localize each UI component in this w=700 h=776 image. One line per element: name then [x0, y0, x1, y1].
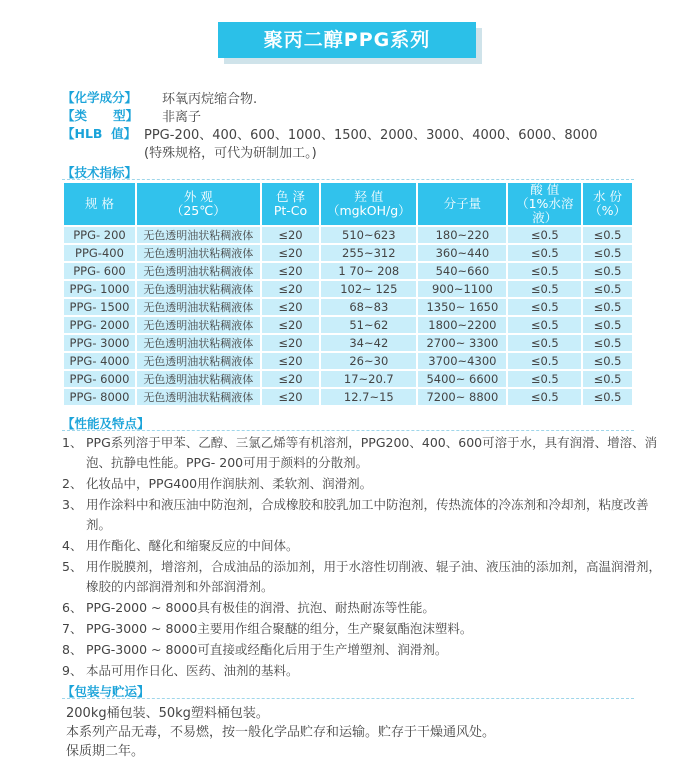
list-item-number: 3、: [62, 497, 83, 512]
table-row: [64, 263, 632, 279]
cell-water: ≤0.5: [583, 227, 632, 243]
cell-mw: 900~1100: [418, 281, 506, 297]
list-item-text: PPG-3000 ~ 8000可直接或经酯化后用于生产增塑剂、润滑剂。: [86, 642, 448, 657]
cell-color: ≤20: [262, 227, 320, 243]
list-item: [62, 640, 662, 660]
page-title: 聚丙二醇PPG系列: [218, 22, 476, 58]
cell-water: ≤0.5: [583, 335, 632, 351]
cell-color: ≤20: [262, 335, 320, 351]
packaging-line-1: 200kg桶包装、50kg塑料桶包装。: [66, 706, 269, 721]
packaging-line-2: 本系列产品无毒，不易燃，按一般化学品贮存和运输。贮存于干燥通风处。: [66, 725, 496, 740]
list-item-text: 用作涂料中和液压油中防泡剂，合成橡胶和胶乳加工中防泡剂，传热流体的冷冻剂和冷却剂，粘度改善剂。: [86, 497, 649, 532]
tech-divider: [62, 179, 634, 180]
cell-mw: 3700~4300: [418, 353, 506, 369]
packaging-divider: [62, 698, 634, 699]
cell-mw: 5400~ 6600: [418, 371, 506, 387]
features-divider: [62, 430, 634, 431]
header-water: 水 份 （%）: [583, 183, 632, 225]
cell-spec: PPG-400: [64, 245, 135, 261]
cell-spec: PPG- 6000: [64, 371, 135, 387]
cell-mw: 540~660: [418, 263, 506, 279]
cell-color: ≤20: [262, 263, 320, 279]
hlb-note: (特殊规格，可代为研制加工。): [144, 146, 317, 161]
composition-value: 环氧丙烷缩合物.: [162, 92, 258, 107]
list-item: [62, 495, 662, 535]
composition-label: 【化学成分】: [62, 90, 138, 105]
list-item-number: 7、: [62, 621, 83, 636]
cell-appearance: 无色透明油状粘稠液体: [137, 371, 260, 387]
cell-acid: ≤0.5: [508, 263, 581, 279]
cell-spec: PPG- 3000: [64, 335, 135, 351]
cell-spec: PPG- 600: [64, 263, 135, 279]
list-item: [62, 557, 662, 597]
cell-hydroxyl: 51~62: [321, 317, 416, 333]
list-item: [62, 536, 662, 556]
table-row: [64, 335, 632, 351]
cell-acid: ≤0.5: [508, 389, 581, 405]
cell-mw: 360~440: [418, 245, 506, 261]
header-appearance: 外 观 （25℃）: [137, 183, 260, 225]
header-spec: 规 格: [64, 183, 135, 225]
cell-appearance: 无色透明油状粘稠液体: [137, 317, 260, 333]
cell-water: ≤0.5: [583, 317, 632, 333]
list-item-text: 用作酯化、醚化和缩聚反应的中间体。: [86, 538, 299, 553]
cell-appearance: 无色透明油状粘稠液体: [137, 263, 260, 279]
cell-acid: ≤0.5: [508, 281, 581, 297]
cell-acid: ≤0.5: [508, 353, 581, 369]
cell-hydroxyl: 102~ 125: [321, 281, 416, 297]
cell-appearance: 无色透明油状粘稠液体: [137, 281, 260, 297]
cell-hydroxyl: 68~83: [321, 299, 416, 315]
list-item-number: 6、: [62, 600, 83, 615]
list-item: [62, 433, 662, 473]
list-item-text: PPG-3000 ~ 8000主要用作组合聚醚的组分，生产聚氨酯泡沫塑料。: [86, 621, 473, 636]
cell-water: ≤0.5: [583, 353, 632, 369]
cell-acid: ≤0.5: [508, 227, 581, 243]
cell-spec: PPG- 200: [64, 227, 135, 243]
cell-water: ≤0.5: [583, 281, 632, 297]
header-color: 色 泽 Pt-Co: [262, 183, 320, 225]
list-item-text: PPG-2000 ~ 8000具有极佳的润滑、抗泡、耐热耐冻等性能。: [86, 600, 435, 615]
spec-table: [62, 181, 634, 407]
cell-mw: 180~220: [418, 227, 506, 243]
cell-spec: PPG- 8000: [64, 389, 135, 405]
header-mw: 分子量: [418, 183, 506, 225]
tech-label: 【技术指标】: [62, 165, 138, 180]
cell-water: ≤0.5: [583, 245, 632, 261]
cell-spec: PPG- 2000: [64, 317, 135, 333]
table-row: [64, 245, 632, 261]
header-acid: 酸 值 （1%水溶液）: [508, 183, 581, 225]
cell-water: ≤0.5: [583, 263, 632, 279]
cell-hydroxyl: 255~312: [321, 245, 416, 261]
cell-mw: 1800~2200: [418, 317, 506, 333]
cell-acid: ≤0.5: [508, 245, 581, 261]
table-row: [64, 299, 632, 315]
cell-acid: ≤0.5: [508, 299, 581, 315]
cell-water: ≤0.5: [583, 371, 632, 387]
hlb-label: 【HLB 值】: [62, 126, 137, 141]
list-item: [62, 598, 662, 618]
cell-color: ≤20: [262, 245, 320, 261]
cell-acid: ≤0.5: [508, 371, 581, 387]
list-item-text: 化妆品中，PPG400用作润肤剂、柔软剂、润滑剂。: [86, 476, 373, 491]
packaging-line-3: 保质期二年。: [66, 744, 145, 759]
table-row: [64, 281, 632, 297]
list-item-text: 本品可用作日化、医药、油剂的基料。: [86, 663, 299, 678]
cell-spec: PPG- 1500: [64, 299, 135, 315]
table-row: [64, 353, 632, 369]
cell-hydroxyl: 1 70~ 208: [321, 263, 416, 279]
title-banner: [0, 22, 700, 66]
list-item: [62, 474, 662, 494]
list-item-number: 4、: [62, 538, 83, 553]
list-item-number: 8、: [62, 642, 83, 657]
table-row: [64, 389, 632, 405]
list-item: [62, 661, 662, 681]
header-hydroxyl: 羟 值 （mgkOH/g）: [321, 183, 416, 225]
list-item-text: 用作脱膜剂，增溶剂，合成油品的添加剂，用于水溶性切削液、辊子油、液压油的添加剂，高温润滑剂，橡胶的内部润滑剂和外部润滑剂。: [86, 559, 662, 594]
list-item-number: 2、: [62, 476, 83, 491]
cell-acid: ≤0.5: [508, 317, 581, 333]
cell-appearance: 无色透明油状粘稠液体: [137, 245, 260, 261]
cell-color: ≤20: [262, 353, 320, 369]
list-item-text: PPG系列溶于甲苯、乙醇、三氯乙烯等有机溶剂，PPG200、400、600可溶于水，具有润滑、增溶、消泡、抗静电性能。PPG- 200可用于颜料的分散剂。: [86, 435, 658, 470]
features-list: [62, 433, 662, 682]
cell-color: ≤20: [262, 317, 320, 333]
cell-spec: PPG- 4000: [64, 353, 135, 369]
cell-mw: 1350~ 1650: [418, 299, 506, 315]
cell-color: ≤20: [262, 299, 320, 315]
table-row: [64, 317, 632, 333]
cell-mw: 2700~ 3300: [418, 335, 506, 351]
features-label: 【性能及特点】: [62, 416, 150, 431]
cell-appearance: 无色透明油状粘稠液体: [137, 389, 260, 405]
cell-water: ≤0.5: [583, 299, 632, 315]
list-item-number: 1、: [62, 435, 83, 450]
cell-appearance: 无色透明油状粘稠液体: [137, 299, 260, 315]
spec-header-row: [64, 183, 632, 225]
table-row: [64, 227, 632, 243]
cell-hydroxyl: 17~20.7: [321, 371, 416, 387]
cell-appearance: 无色透明油状粘稠液体: [137, 227, 260, 243]
cell-color: ≤20: [262, 281, 320, 297]
cell-hydroxyl: 26~30: [321, 353, 416, 369]
list-item-number: 5、: [62, 559, 83, 574]
cell-hydroxyl: 510~623: [321, 227, 416, 243]
cell-color: ≤20: [262, 389, 320, 405]
packaging-label: 【包装与贮运】: [62, 684, 150, 699]
cell-color: ≤20: [262, 371, 320, 387]
cell-appearance: 无色透明油状粘稠液体: [137, 353, 260, 369]
list-item-number: 9、: [62, 663, 83, 678]
type-label: 【类 型】: [62, 108, 139, 123]
type-value: 非离子: [162, 110, 202, 125]
table-row: [64, 371, 632, 387]
cell-spec: PPG- 1000: [64, 281, 135, 297]
hlb-value: PPG-200、400、600、1000、1500、2000、3000、4000、6000、8000: [144, 128, 598, 143]
cell-hydroxyl: 12.7~15: [321, 389, 416, 405]
cell-water: ≤0.5: [583, 389, 632, 405]
cell-hydroxyl: 34~42: [321, 335, 416, 351]
list-item: [62, 619, 662, 639]
cell-mw: 7200~ 8800: [418, 389, 506, 405]
cell-appearance: 无色透明油状粘稠液体: [137, 335, 260, 351]
cell-acid: ≤0.5: [508, 335, 581, 351]
